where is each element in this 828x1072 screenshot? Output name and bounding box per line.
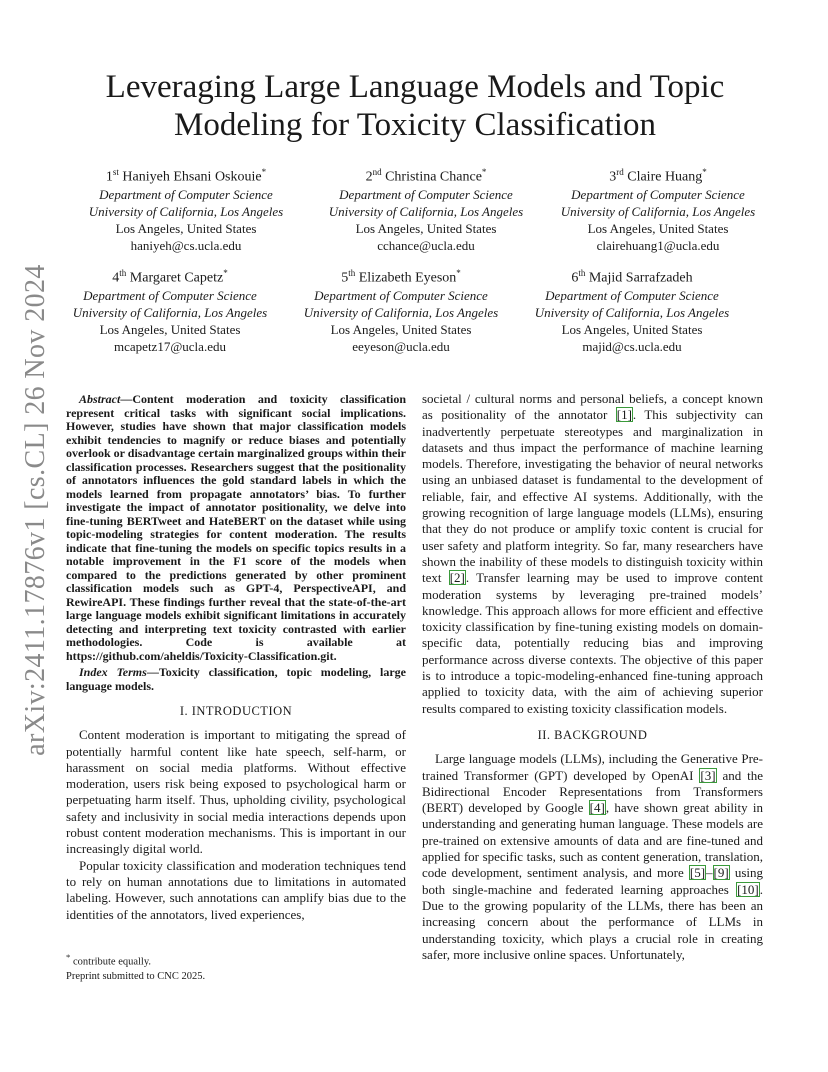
footnote-text: contribute equally. xyxy=(70,956,152,968)
author-location: Los Angeles, United States xyxy=(115,220,257,236)
citation-link[interactable]: [1] xyxy=(616,407,632,423)
intro-paragraph-1: Content moderation is important to mitigating the spread of potentially harmful content like hate speech, self-harm, or harassment on social media platforms. Without effective moderation, users risk being exposed to psychological harm or perpetuating harm itself. Thus, upholding civility, psychological safety and inclusivity in social media interactions depends upon robust content moderation mechanisms. This is important in our increasingly digital world. xyxy=(66,727,406,857)
author-email[interactable]: mcapetz17@ucla.edu xyxy=(114,338,226,354)
author-email[interactable]: haniyeh@cs.ucla.edu xyxy=(130,237,242,253)
author-block-5 xyxy=(281,265,521,355)
author-name: 6th Majid Sarrafzadeh xyxy=(571,268,693,286)
preprint-note: Preprint submitted to CNC 2025. xyxy=(66,970,206,982)
author-location: Los Angeles, United States xyxy=(99,321,241,337)
footnote-mark: * xyxy=(66,952,71,962)
left-column xyxy=(66,393,406,923)
author-block-3 xyxy=(538,164,778,254)
author-name: 2nd Christina Chance* xyxy=(365,167,487,185)
author-block-6 xyxy=(512,265,752,355)
author-university: University of California, Los Angeles xyxy=(560,203,756,219)
right-column xyxy=(422,391,763,963)
author-department: Department of Computer Science xyxy=(314,287,488,303)
author-department: Department of Computer Science xyxy=(571,186,745,202)
author-location: Los Angeles, United States xyxy=(587,220,729,236)
author-name: 3rd Claire Huang* xyxy=(609,167,707,185)
author-block-4 xyxy=(50,265,290,355)
author-location: Los Angeles, United States xyxy=(330,321,472,337)
author-email[interactable]: majid@cs.ucla.edu xyxy=(582,338,682,354)
citation-link[interactable]: [10] xyxy=(737,881,759,897)
author-university: University of California, Los Angeles xyxy=(534,304,730,320)
author-email[interactable]: cchance@ucla.edu xyxy=(377,237,475,253)
index-terms-label: Index Terms xyxy=(79,665,147,679)
author-name: 4th Margaret Capetz* xyxy=(112,268,228,286)
author-location: Los Angeles, United States xyxy=(561,321,703,337)
author-university: University of California, Los Angeles xyxy=(72,304,268,320)
footnote xyxy=(66,950,406,984)
author-block-1 xyxy=(66,164,306,254)
paper-title: Leveraging Large Language Models and Topic Modeling for Toxicity Classification xyxy=(105,69,725,143)
author-department: Department of Computer Science xyxy=(99,186,273,202)
author-department: Department of Computer Science xyxy=(83,287,257,303)
author-email[interactable]: eeyeson@ucla.edu xyxy=(352,338,450,354)
author-name: 1st Haniyeh Ehsani Oskouie* xyxy=(105,167,267,185)
citation-link[interactable]: [3] xyxy=(700,767,716,783)
author-university: University of California, Los Angeles xyxy=(88,203,284,219)
citation-link[interactable]: [4] xyxy=(589,800,605,816)
background-paragraph-1: Large language models (LLMs), including the Generative Pre-trained Transformer (GPT) developed by OpenAI [3] and the Bidirectional Encoder Representations from Transformers (BERT) developed by Google [4], have shown great ability in understanding and generating human language. These models are pre-trained on extensive amounts of data and are fine-tuned and applied for specific tasks, such as content generation, translation, code development, sentiment analysis, and more [5]–[9] using both single-machine and federated learning approaches [10]. Due to the growing popularity of the LLMs, there has been an increasing concern about the performance of LLMs in understanding toxicity, which plays a crucial role in creating safer, more inclusive online spaces. Unfortunately, xyxy=(422,751,764,962)
author-location: Los Angeles, United States xyxy=(355,220,497,236)
author-email[interactable]: clairehuang1@ucla.edu xyxy=(596,237,720,253)
index-terms-text: —Toxicity classification, topic modeling, large language models. xyxy=(66,665,406,693)
index-terms xyxy=(66,666,406,693)
citation-link[interactable]: [5] xyxy=(689,865,706,881)
intro-paragraph-2: Popular toxicity classification and moderation techniques tend to rely on human annotations due to limitations in automated labeling. However, such annotations can amplify bias due to the identities of the annotators, lived experiences, xyxy=(66,857,406,922)
citation-link[interactable]: [9] xyxy=(713,865,729,881)
author-department: Department of Computer Science xyxy=(545,287,719,303)
abstract-text: —Content moderation and toxicity classification represent critical tasks with significant social implications. However, studies have shown that major classification models exhibit tendencies to magnify or reduce biases and potentially overlook or disadvantage certain marginalized groups within their classification processes. Researchers suggest that the positionality of annotators influences the gold standard labels in which the models learned from propagate annotators’ bias. To further investigate the impact of annotator positionality, we delve into fine-tuning BERTweet and HateBERT on the dataset while using topic-modeling strategies for content moderation. The results indicate that fine-tuning the models on specific topics results in a notable improvement in the F1 score of the models when compared to the predictions generated by other prominent classification models such as GPT-4, PerspectiveAPI, and RewireAPI. These findings further reveal that the state-of-the-art large language models exhibit significant limitations in accurately detecting and interpreting text toxicity contrasted with earlier methodologies. Code is available at https://github.com/aheldis/Toxicity-Classification.git. xyxy=(66,392,406,663)
citation-link[interactable]: [2] xyxy=(449,570,465,586)
author-university: University of California, Los Angeles xyxy=(303,304,499,320)
intro-paragraph-3: societal / cultural norms and personal beliefs, a concept known as positionality of the annotator [1]. This subjectivity can inadvertently perpetuate stereotypes and marginalization in datasets and thus impact the performance of machine learning models. Therefore, investigating the behavior of neural networks using an unbiased dataset is fundamental to the development of reliable, fair, and effective AI systems. Additionally, with the growing recognition of large language models (LLMs), ensuring that they do not produce or amplify toxic content is crucial for user safety and platform integrity. So far, many researchers have shown the inability of these models to distinguish toxicity within text [2]. Transfer learning may be used to improve content moderation systems by leveraging pre-trained models’ knowledge. This approach allows for more efficient and effective toxicity classification by fine-tuning existing models on domain-specific data, potentially reducing bias and improving performance across diverse contexts. The objective of this paper is to introduce a topic-modeling-enhanced fine-tuning approach applied to toxicity data, with the aim of achieving superior results compared to existing toxicity classification models. xyxy=(422,391,763,716)
footnote-contribution xyxy=(66,950,406,970)
author-name: 5th Elizabeth Eyeson* xyxy=(341,268,461,286)
author-block-2 xyxy=(306,164,546,254)
section-heading-introduction: I. INTRODUCTION xyxy=(179,704,293,718)
abstract-label: Abstract xyxy=(79,392,121,406)
author-university: University of California, Los Angeles xyxy=(328,203,524,219)
author-department: Department of Computer Science xyxy=(339,186,513,202)
abstract xyxy=(66,393,406,663)
arxiv-identifier-text: arXiv:2411.17876v1 [cs.CL] 26 Nov 2024 xyxy=(20,264,52,756)
section-heading-background: II. BACKGROUND xyxy=(537,727,648,742)
